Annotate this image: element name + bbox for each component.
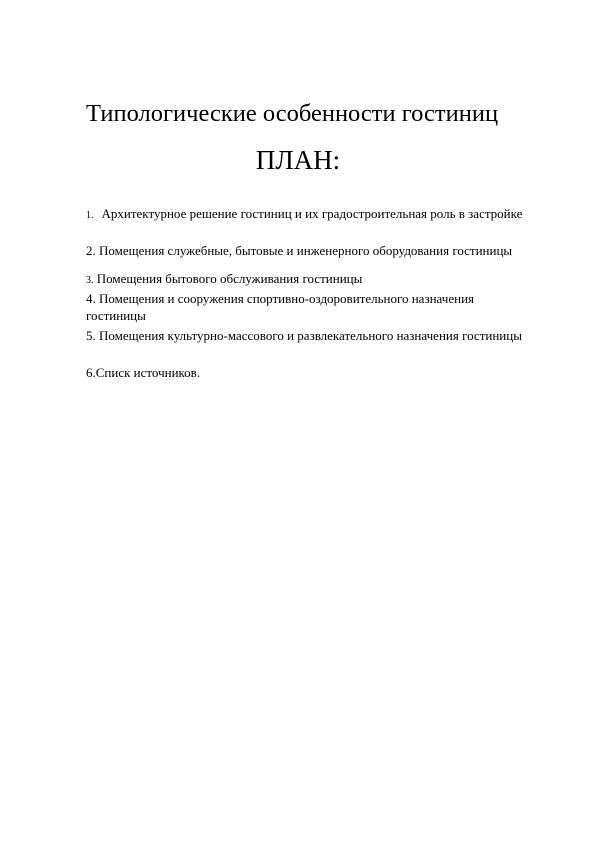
- plan-item-6-text: Списк источников.: [95, 365, 201, 380]
- plan-item-5-text: Помещения культурно-массового и развлекательного назначения гостиницы: [99, 328, 522, 343]
- plan-item-4: [86, 290, 526, 324]
- plan-item-4-number: 4.: [86, 291, 96, 306]
- plan-item-5: [86, 327, 526, 344]
- plan-item-1-number: 1.: [86, 210, 94, 221]
- plan-heading: ПЛАН:: [255, 145, 341, 175]
- plan-item-6-number: 6.: [86, 365, 96, 380]
- plan-item-1-text: Архитектурное решение гостиниц и их градостроительная роль в застройке: [101, 206, 523, 221]
- plan-item-1: [86, 205, 526, 224]
- plan-item-6: [86, 364, 526, 381]
- plan-item-4-text: Помещения и сооружения спортивно-оздоровительного назначения гостиницы: [86, 291, 475, 323]
- plan-item-5-number: 5.: [86, 328, 96, 343]
- plan-item-3-number: 3.: [86, 275, 94, 286]
- document-title: Типологические особенности гостиниц: [86, 100, 499, 127]
- plan-item-3: [86, 270, 526, 289]
- plan-item-2: [86, 242, 526, 259]
- plan-item-2-text: Помещения служебные, бытовые и инженерного оборудования гостиницы: [99, 243, 513, 258]
- plan-item-2-number: 2.: [86, 243, 96, 258]
- plan-item-3-text: Помещения бытового обслуживания гостиницы: [96, 271, 363, 286]
